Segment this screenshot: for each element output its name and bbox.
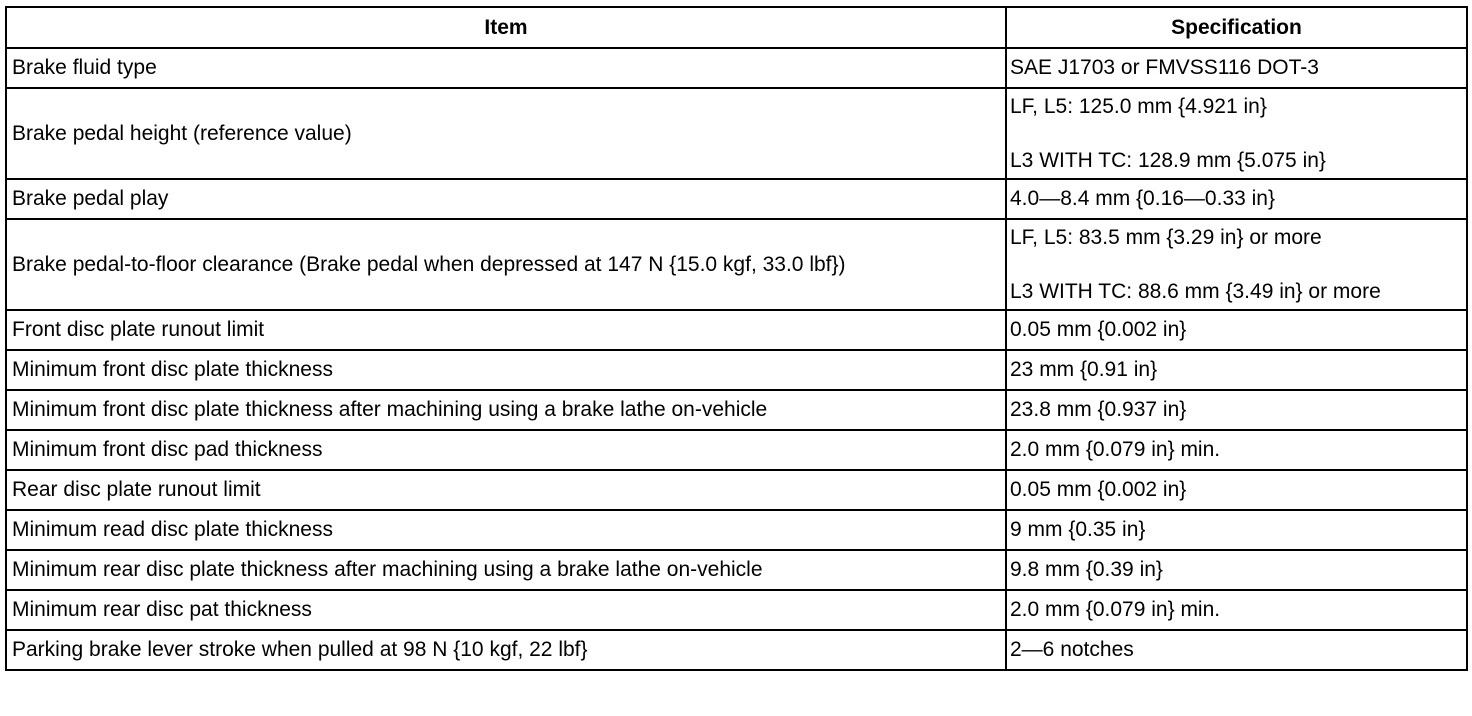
spec-cell [1006, 88, 1467, 179]
specification-table [5, 6, 1468, 671]
spec-line: LF, L5: 125.0 mm {4.921 in} [1010, 94, 1267, 118]
spec-cell: 9 mm {0.35 in} [1006, 510, 1467, 550]
spec-cell: 9.8 mm {0.39 in} [1006, 550, 1467, 590]
spec-line: LF, L5: 83.5 mm {3.29 in} or more [1010, 225, 1322, 249]
item-cell: Rear disc plate runout limit [6, 470, 1006, 510]
spec-cell: 2—6 notches [1006, 630, 1467, 670]
spec-cell: 2.0 mm {0.079 in} min. [1006, 590, 1467, 630]
item-cell: Brake fluid type [6, 48, 1006, 88]
header-row [6, 7, 1467, 48]
table-row [6, 550, 1467, 590]
item-cell: Minimum rear disc plate thickness after machining using a brake lathe on-vehicle [6, 550, 1006, 590]
item-cell: Minimum rear disc pat thickness [6, 590, 1006, 630]
header-item: Item [6, 7, 1006, 48]
item-cell: Brake pedal height (reference value) [6, 88, 1006, 179]
item-cell: Parking brake lever stroke when pulled at 98 N {10 kgf, 22 lbf} [6, 630, 1006, 670]
table-row [6, 179, 1467, 219]
table-row [6, 390, 1467, 430]
spec-cell: 0.05 mm {0.002 in} [1006, 310, 1467, 350]
spec-cell: 4.0—8.4 mm {0.16—0.33 in} [1006, 179, 1467, 219]
spec-cell: 23.8 mm {0.937 in} [1006, 390, 1467, 430]
table-row [6, 590, 1467, 630]
item-cell: Front disc plate runout limit [6, 310, 1006, 350]
item-cell: Minimum front disc pad thickness [6, 430, 1006, 470]
spec-line: L3 WITH TC: 128.9 mm {5.075 in} [1010, 148, 1326, 172]
spec-line: L3 WITH TC: 88.6 mm {3.49 in} or more [1010, 279, 1381, 303]
item-cell: Brake pedal-to-floor clearance (Brake pedal when depressed at 147 N {15.0 kgf, 33.0 lbf}) [6, 219, 1006, 310]
table-row [6, 88, 1467, 179]
item-cell: Brake pedal play [6, 179, 1006, 219]
table-row [6, 510, 1467, 550]
table-row [6, 310, 1467, 350]
spec-cell: SAE J1703 or FMVSS116 DOT-3 [1006, 48, 1467, 88]
spec-cell [1006, 219, 1467, 310]
table-row [6, 470, 1467, 510]
table-row [6, 350, 1467, 390]
item-cell: Minimum front disc plate thickness after machining using a brake lathe on-vehicle [6, 390, 1006, 430]
table-row [6, 219, 1467, 310]
header-specification: Specification [1006, 7, 1467, 48]
spec-cell: 23 mm {0.91 in} [1006, 350, 1467, 390]
spec-cell: 2.0 mm {0.079 in} min. [1006, 430, 1467, 470]
table-row [6, 48, 1467, 88]
table-row [6, 430, 1467, 470]
item-cell: Minimum read disc plate thickness [6, 510, 1006, 550]
table-row [6, 630, 1467, 670]
spec-cell: 0.05 mm {0.002 in} [1006, 470, 1467, 510]
item-cell: Minimum front disc plate thickness [6, 350, 1006, 390]
